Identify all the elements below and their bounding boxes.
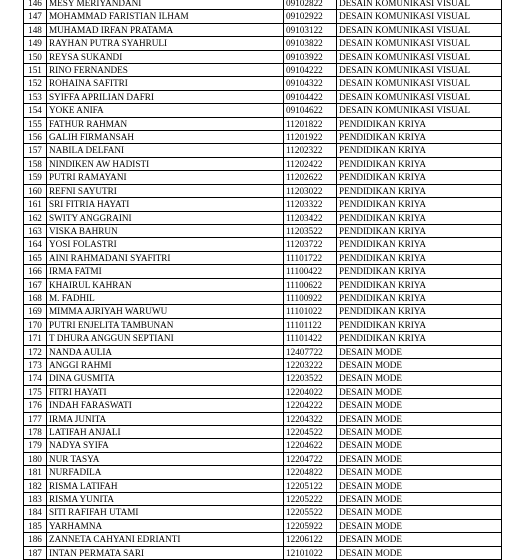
study-program-cell: PENDIDIKAN KRIYA [337,117,502,130]
row-number-cell: 181 [24,466,47,479]
table-row [24,224,502,237]
student-id-cell: 11101122 [284,318,337,331]
study-program-cell: PENDIDIKAN KRIYA [337,131,502,144]
study-program-cell: DESAIN MODE [337,533,502,546]
student-id-cell: 12101022 [284,546,337,559]
student-id-cell: 12205122 [284,479,337,492]
student-name-cell: SYIFFA APRILIAN DAFRI [47,90,284,103]
student-name-cell: SWITY ANGGRAINI [47,211,284,224]
row-number-cell: 161 [24,198,47,211]
table-row [24,77,502,90]
student-name-cell: VISKA BAHRUN [47,224,284,237]
study-program-cell: DESAIN MODE [337,345,502,358]
student-id-cell: 11202322 [284,144,337,157]
study-program-cell: PENDIDIKAN KRIYA [337,184,502,197]
table-row [24,412,502,425]
student-id-cell: 12204522 [284,426,337,439]
study-program-cell: DESAIN MODE [337,466,502,479]
student-name-cell: NANDA AULIA [47,345,284,358]
table-row [24,493,502,506]
student-name-cell: DINA GUSMITA [47,372,284,385]
student-id-cell: 11101422 [284,332,337,345]
table-row [24,533,502,546]
study-program-cell: PENDIDIKAN KRIYA [337,211,502,224]
row-number-cell: 180 [24,452,47,465]
study-program-cell: DESAIN KOMUNIKASI VISUAL [337,0,502,10]
study-program-cell: DESAIN KOMUNIKASI VISUAL [337,50,502,63]
student-id-cell: 11100622 [284,278,337,291]
study-program-cell: DESAIN MODE [337,506,502,519]
student-name-cell: MIMMA AJRIYAH WARUWU [47,305,284,318]
student-name-cell: ANGGI RAHMI [47,358,284,371]
table-row [24,479,502,492]
student-name-cell: YOKE ANIFA [47,104,284,117]
student-id-cell: 11202622 [284,171,337,184]
table-row [24,332,502,345]
student-name-cell: LATIFAH ANJALI [47,426,284,439]
table-row [24,157,502,170]
table-row [24,372,502,385]
student-id-cell: 12203522 [284,372,337,385]
table-row [24,37,502,50]
table-row [24,144,502,157]
row-number-cell: 156 [24,131,47,144]
student-id-cell: 11100422 [284,265,337,278]
row-number-cell: 177 [24,412,47,425]
student-name-cell: IRMA FATMI [47,265,284,278]
study-program-cell: DESAIN MODE [337,493,502,506]
study-program-cell: DESAIN MODE [337,452,502,465]
row-number-cell: 174 [24,372,47,385]
table-row [24,506,502,519]
student-name-cell: SITI RAFIFAH UTAMI [47,506,284,519]
study-program-cell: PENDIDIKAN KRIYA [337,318,502,331]
table-row [24,238,502,251]
table-row [24,278,502,291]
row-number-cell: 165 [24,251,47,264]
student-name-cell: MESY MERIYANDANI [47,0,284,10]
table-row [24,104,502,117]
student-id-cell: 12205522 [284,506,337,519]
student-name-cell: PUTRI RAMAYANI [47,171,284,184]
row-number-cell: 146 [24,0,47,10]
study-program-cell: DESAIN MODE [337,372,502,385]
student-name-cell: IRMA JUNITA [47,412,284,425]
student-id-cell: 11202422 [284,157,337,170]
row-number-cell: 173 [24,358,47,371]
row-number-cell: 172 [24,345,47,358]
row-number-cell: 187 [24,546,47,559]
row-number-cell: 186 [24,533,47,546]
table-row [24,0,502,10]
table-row [24,426,502,439]
student-id-cell: 09103122 [284,23,337,36]
row-number-cell: 182 [24,479,47,492]
student-name-cell: GALIH FIRMANSAH [47,131,284,144]
student-name-cell: FATHUR RAHMAN [47,117,284,130]
study-program-cell: DESAIN KOMUNIKASI VISUAL [337,90,502,103]
study-program-cell: DESAIN MODE [337,385,502,398]
study-program-cell: DESAIN MODE [337,426,502,439]
row-number-cell: 159 [24,171,47,184]
student-id-cell: 11101022 [284,305,337,318]
student-name-cell: M. FADHIL [47,291,284,304]
student-name-cell: RISMA LATIFAH [47,479,284,492]
student-id-cell: 09102822 [284,0,337,10]
study-program-cell: PENDIDIKAN KRIYA [337,332,502,345]
student-id-cell: 12205222 [284,493,337,506]
row-number-cell: 147 [24,10,47,23]
table-row [24,546,502,559]
student-id-cell: 09104322 [284,77,337,90]
row-number-cell: 164 [24,238,47,251]
study-program-cell: DESAIN MODE [337,519,502,532]
student-name-cell: T DHURA ANGGUN SEPTIANI [47,332,284,345]
student-id-cell: 11201922 [284,131,337,144]
table-row [24,90,502,103]
row-number-cell: 171 [24,332,47,345]
student-name-cell: YOSI FOLASTRI [47,238,284,251]
study-program-cell: DESAIN MODE [337,399,502,412]
table-row [24,184,502,197]
student-id-cell: 11203322 [284,198,337,211]
student-name-cell: KHAIRUL KAHRAN [47,278,284,291]
student-name-cell: MOHAMMAD FARISTIAN ILHAM [47,10,284,23]
student-name-cell: ROHAINA SAFITRI [47,77,284,90]
student-id-cell: 12204722 [284,452,337,465]
student-name-cell: FITRI HAYATI [47,385,284,398]
student-id-cell: 09103922 [284,50,337,63]
student-id-cell: 12204622 [284,439,337,452]
table-row [24,171,502,184]
student-table [23,0,502,560]
study-program-cell: DESAIN KOMUNIKASI VISUAL [337,10,502,23]
row-number-cell: 167 [24,278,47,291]
study-program-cell: DESAIN KOMUNIKASI VISUAL [337,23,502,36]
student-name-cell: NABILA DELFANI [47,144,284,157]
student-id-cell: 11100922 [284,291,337,304]
row-number-cell: 184 [24,506,47,519]
student-id-cell: 09104222 [284,64,337,77]
study-program-cell: DESAIN MODE [337,412,502,425]
student-name-cell: RINO FERNANDES [47,64,284,77]
row-number-cell: 162 [24,211,47,224]
row-number-cell: 179 [24,439,47,452]
row-number-cell: 150 [24,50,47,63]
student-id-cell: 11203022 [284,184,337,197]
row-number-cell: 169 [24,305,47,318]
study-program-cell: PENDIDIKAN KRIYA [337,251,502,264]
study-program-cell: DESAIN KOMUNIKASI VISUAL [337,37,502,50]
student-name-cell: YARHAMNA [47,519,284,532]
study-program-cell: PENDIDIKAN KRIYA [337,278,502,291]
student-name-cell: PUTRI ENJELITA TAMBUNAN [47,318,284,331]
student-id-cell: 09102922 [284,10,337,23]
student-id-cell: 09103822 [284,37,337,50]
student-id-cell: 12206122 [284,533,337,546]
study-program-cell: DESAIN KOMUNIKASI VISUAL [337,64,502,77]
student-name-cell: SRI FITRIA HAYATI [47,198,284,211]
row-number-cell: 163 [24,224,47,237]
row-number-cell: 148 [24,23,47,36]
student-name-cell: NURFADILA [47,466,284,479]
student-id-cell: 11101722 [284,251,337,264]
table-row [24,399,502,412]
student-name-cell: REFNI SAYUTRI [47,184,284,197]
table-row [24,305,502,318]
row-number-cell: 153 [24,90,47,103]
study-program-cell: DESAIN MODE [337,546,502,559]
table-row [24,198,502,211]
student-id-cell: 09104422 [284,90,337,103]
student-name-cell: MUHAMAD IRFAN PRATAMA [47,23,284,36]
table-row [24,385,502,398]
student-id-cell: 12203222 [284,358,337,371]
study-program-cell: DESAIN MODE [337,439,502,452]
row-number-cell: 183 [24,493,47,506]
row-number-cell: 176 [24,399,47,412]
row-number-cell: 151 [24,64,47,77]
study-program-cell: DESAIN KOMUNIKASI VISUAL [337,104,502,117]
student-id-cell: 12205922 [284,519,337,532]
table-row [24,291,502,304]
student-id-cell: 12204022 [284,385,337,398]
study-program-cell: PENDIDIKAN KRIYA [337,305,502,318]
study-program-cell: PENDIDIKAN KRIYA [337,238,502,251]
row-number-cell: 158 [24,157,47,170]
student-name-cell: NUR TASYA [47,452,284,465]
table-row [24,318,502,331]
table-row [24,466,502,479]
row-number-cell: 152 [24,77,47,90]
table-row [24,519,502,532]
student-id-cell: 09104622 [284,104,337,117]
row-number-cell: 154 [24,104,47,117]
student-table-body [24,0,502,560]
student-id-cell: 12407722 [284,345,337,358]
student-id-cell: 11203722 [284,238,337,251]
student-id-cell: 11201822 [284,117,337,130]
study-program-cell: PENDIDIKAN KRIYA [337,265,502,278]
study-program-cell: PENDIDIKAN KRIYA [337,224,502,237]
student-name-cell: RAYHAN PUTRA SYAHRULI [47,37,284,50]
row-number-cell: 175 [24,385,47,398]
student-id-cell: 11203422 [284,211,337,224]
study-program-cell: PENDIDIKAN KRIYA [337,144,502,157]
study-program-cell: PENDIDIKAN KRIYA [337,198,502,211]
row-number-cell: 160 [24,184,47,197]
row-number-cell: 155 [24,117,47,130]
student-id-cell: 11203522 [284,224,337,237]
student-name-cell: INDAH FARASWATI [47,399,284,412]
student-name-cell: NINDIKEN AW HADISTI [47,157,284,170]
table-row [24,64,502,77]
student-id-cell: 12204222 [284,399,337,412]
table-row [24,117,502,130]
student-id-cell: 12204322 [284,412,337,425]
table-row [24,10,502,23]
table-row [24,251,502,264]
table-row [24,131,502,144]
student-name-cell: RISMA YUNITA [47,493,284,506]
study-program-cell: DESAIN KOMUNIKASI VISUAL [337,77,502,90]
row-number-cell: 149 [24,37,47,50]
study-program-cell: PENDIDIKAN KRIYA [337,171,502,184]
row-number-cell: 185 [24,519,47,532]
table-row [24,265,502,278]
student-name-cell: NADYA SYIFA [47,439,284,452]
table-row [24,23,502,36]
row-number-cell: 170 [24,318,47,331]
study-program-cell: DESAIN MODE [337,479,502,492]
table-row [24,345,502,358]
row-number-cell: 166 [24,265,47,278]
student-list-sheet [23,0,501,560]
student-name-cell: ZANNETA CAHYANI EDRIANTI [47,533,284,546]
table-row [24,358,502,371]
table-row [24,50,502,63]
table-row [24,452,502,465]
table-row [24,211,502,224]
table-row [24,439,502,452]
study-program-cell: PENDIDIKAN KRIYA [337,157,502,170]
row-number-cell: 178 [24,426,47,439]
student-name-cell: AINI RAHMADANI SYAFITRI [47,251,284,264]
student-id-cell: 12204822 [284,466,337,479]
row-number-cell: 157 [24,144,47,157]
study-program-cell: DESAIN MODE [337,358,502,371]
student-name-cell: REYSA SUKANDI [47,50,284,63]
student-name-cell: INTAN PERMATA SARI [47,546,284,559]
study-program-cell: PENDIDIKAN KRIYA [337,291,502,304]
row-number-cell: 168 [24,291,47,304]
